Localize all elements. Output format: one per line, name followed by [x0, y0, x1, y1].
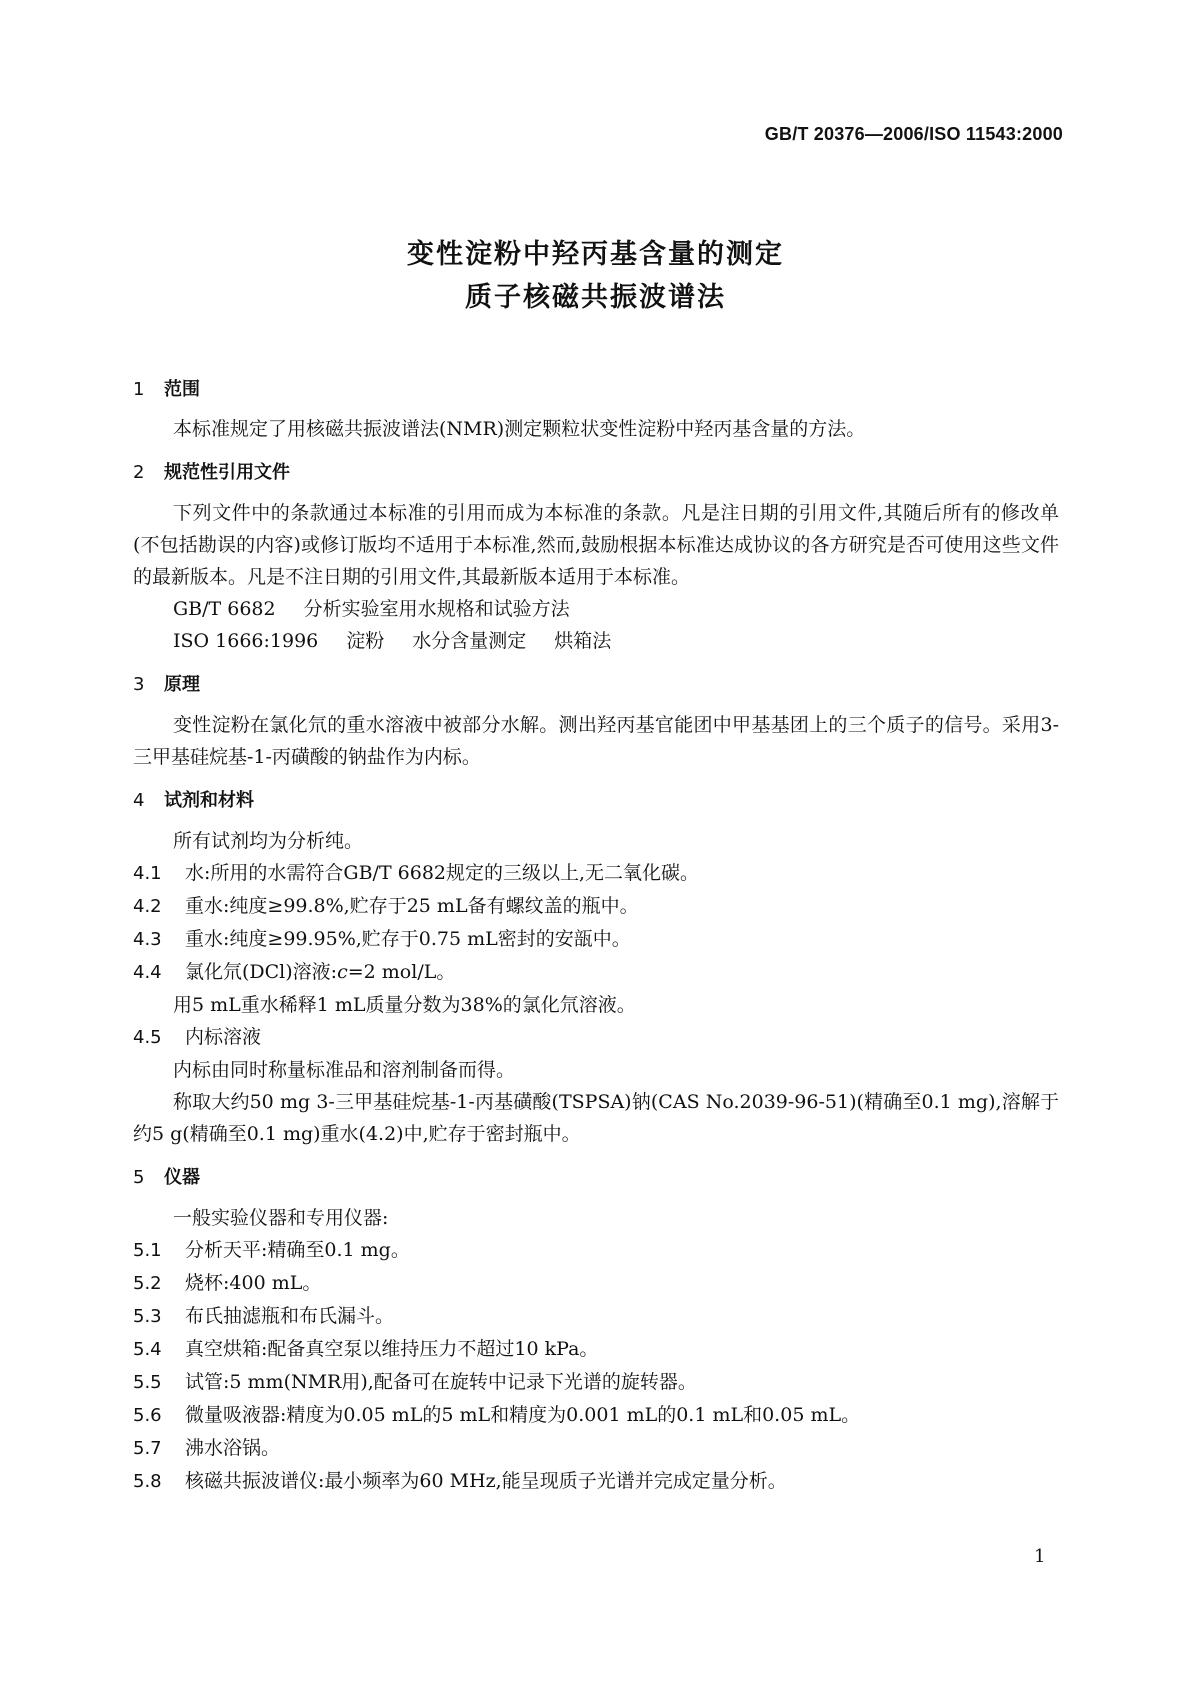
section-number: 2	[133, 462, 145, 483]
clause-number: 4.2	[133, 896, 162, 917]
clause-text: 内标溶液	[185, 1026, 262, 1048]
clause-4-5-detail-1: 内标由同时称量标准品和溶剂制备而得。	[173, 1059, 516, 1081]
paragraph-scope: 本标准规定了用核磁共振波谱法(NMR)测定颗粒状变性淀粉中羟丙基含量的方法。	[173, 418, 866, 440]
section-heading-normative-references	[133, 458, 1059, 487]
reference-title: 分析实验室用水规格和试验方法	[303, 598, 570, 620]
section-heading-reagents	[133, 786, 1059, 815]
document-title-line2: 质子核磁共振波谱法	[465, 282, 726, 313]
paragraph-references: 下列文件中的条款通过本标准的引用而成为本标准的条款。凡是注日期的引用文件,其随后所有的修改单(不包括勘误的内容)或修订版均不适用于本标准,然而,鼓励根据本标准达成协议的各方研究是否可使用这些文件的最新版本。凡是不注日期的引用文件,其最新版本适用于本标准。	[133, 502, 1059, 588]
section-number: 1	[133, 379, 145, 400]
clause-number: 5.6	[133, 1405, 162, 1426]
reference-title-part: 烘箱法	[554, 630, 612, 652]
reference-item-2	[133, 625, 1059, 657]
section-heading-principle	[133, 670, 1059, 699]
clause-number: 5.2	[133, 1273, 162, 1294]
clause-text: 试管:5 mm(NMR用),配备可在旋转中记录下光谱的旋转器。	[185, 1371, 697, 1393]
section-number: 5	[133, 1167, 145, 1188]
clause-text: 微量吸液器:精度为0.05 mL的5 mL和精度为0.001 mL的0.1 mL和0.05 mL。	[185, 1404, 861, 1426]
clause-4-2	[133, 890, 1059, 923]
clause-5-2	[133, 1267, 1059, 1300]
concentration-symbol: c	[337, 961, 348, 983]
clause-number: 4.3	[133, 929, 162, 950]
reference-item-1	[133, 593, 1059, 625]
section-title: 原理	[164, 674, 200, 695]
clause-text: 沸水浴锅。	[185, 1437, 281, 1459]
clause-5-8	[133, 1465, 1059, 1498]
clause-text: 氯化氘(DCl)溶液:	[185, 961, 338, 983]
section-number: 4	[133, 790, 145, 811]
clause-number: 5.7	[133, 1438, 162, 1459]
clause-4-5-detail-2: 称取大约50 mg 3-三甲基硅烷基-1-丙基磺酸(TSPSA)钠(CAS No.2039-96-51)(精确至0.1 mg),溶解于约5 g(精确至0.1 mg)重水(4.2)中,贮存于密封瓶中。	[133, 1091, 1059, 1145]
clause-5-5	[133, 1366, 1059, 1399]
clause-text: 真空烘箱:配备真空泵以维持压力不超过10 kPa。	[185, 1338, 599, 1360]
clause-number: 5.1	[133, 1240, 162, 1261]
section-heading-scope	[133, 375, 1059, 404]
clause-4-4-detail: 用5 mL重水稀释1 mL质量分数为38%的氯化氘溶液。	[173, 994, 636, 1016]
page-number: 1	[1034, 1546, 1046, 1567]
clause-5-3	[133, 1300, 1059, 1333]
apparatus-intro: 一般实验仪器和专用仪器:	[173, 1207, 389, 1229]
clause-5-6	[133, 1399, 1059, 1432]
clause-4-1	[133, 857, 1059, 890]
reagents-intro: 所有试剂均为分析纯。	[173, 830, 364, 852]
clause-5-7	[133, 1432, 1059, 1465]
section-title: 试剂和材料	[164, 790, 254, 811]
clause-5-1	[133, 1234, 1059, 1267]
clause-number: 4.4	[133, 962, 162, 983]
document-body	[133, 375, 1059, 1498]
section-title: 规范性引用文件	[164, 462, 290, 483]
reference-title-part: 淀粉	[346, 630, 385, 652]
clause-text: 布氏抽滤瓶和布氏漏斗。	[185, 1305, 395, 1327]
section-title: 仪器	[164, 1167, 200, 1188]
clause-5-4	[133, 1333, 1059, 1366]
clause-number: 5.8	[133, 1471, 162, 1492]
paragraph-principle: 变性淀粉在氯化氘的重水溶液中被部分水解。测出羟丙基官能团中甲基基团上的三个质子的信号。采用3-三甲基硅烷基-1-丙磺酸的钠盐作为内标。	[133, 714, 1059, 768]
clause-text: 重水:纯度≥99.95%,贮存于0.75 mL密封的安瓿中。	[185, 928, 631, 950]
clause-4-5	[133, 1021, 1059, 1054]
section-heading-apparatus	[133, 1163, 1059, 1192]
standard-code-header: GB/T 20376—2006/ISO 11543:2000	[764, 124, 1063, 144]
clause-text: 重水:纯度≥99.8%,贮存于25 mL备有螺纹盖的瓶中。	[185, 895, 639, 917]
clause-number: 4.1	[133, 863, 162, 884]
reference-code: ISO 1666:1996	[173, 630, 319, 652]
clause-number: 4.5	[133, 1027, 162, 1048]
clause-number: 5.4	[133, 1339, 162, 1360]
clause-number: 5.3	[133, 1306, 162, 1327]
clause-text: 水:所用的水需符合GB/T 6682规定的三级以上,无二氧化碳。	[185, 862, 700, 884]
clause-text: 核磁共振波谱仪:最小频率为60 MHz,能呈现质子光谱并完成定量分析。	[185, 1470, 787, 1492]
reference-title-part: 水分含量测定	[412, 630, 527, 652]
clause-number: 5.5	[133, 1372, 162, 1393]
reference-code: GB/T 6682	[173, 598, 276, 620]
clause-4-4	[133, 956, 1059, 989]
clause-text: 分析天平:精确至0.1 mg。	[185, 1239, 410, 1261]
section-number: 3	[133, 674, 145, 695]
clause-4-3	[133, 923, 1059, 956]
section-title: 范围	[164, 379, 200, 400]
clause-text: 烧杯:400 mL。	[185, 1272, 322, 1294]
clause-text: =2 mol/L。	[347, 961, 456, 983]
document-title-line1: 变性淀粉中羟丙基含量的测定	[407, 239, 784, 270]
